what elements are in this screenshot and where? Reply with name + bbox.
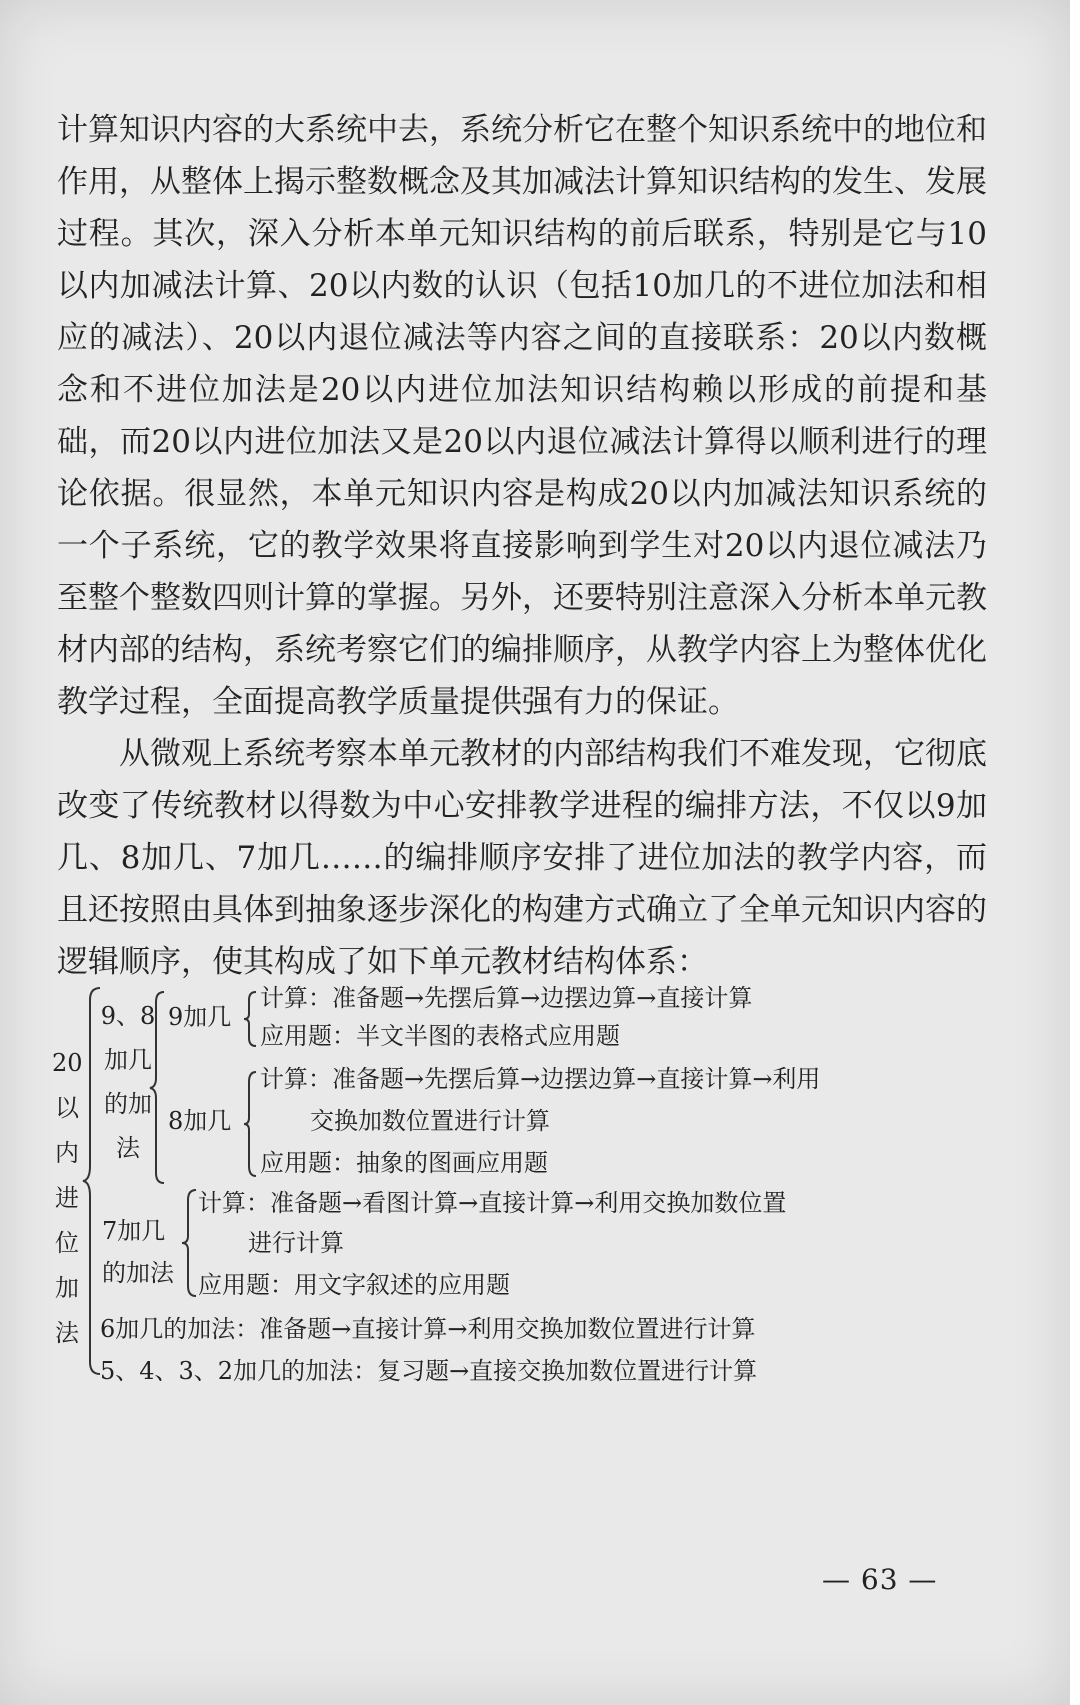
root-brace xyxy=(82,986,102,1376)
add9-brace xyxy=(242,990,258,1048)
add9-label: 9加几 xyxy=(168,1003,232,1031)
add6-row: 6加几的加法：准备题→直接计算→利用交换加数位置进行计算 xyxy=(100,1315,756,1343)
add8-brace xyxy=(242,1070,258,1178)
add7-calc-line1: 计算：准备题→看图计算→直接计算→利用交换加数位置 xyxy=(198,1189,787,1217)
add5432-row: 5、4、3、2加几的加法：复习题→直接交换加数位置进行计算 xyxy=(100,1357,758,1385)
group-98-brace xyxy=(148,990,166,1185)
group-7-label: 7加几的加法 xyxy=(102,1217,174,1287)
group-98-label: 9、8加几的加法 xyxy=(100,1002,156,1162)
add7-app: 应用题：用文字叙述的应用题 xyxy=(198,1271,510,1299)
add8-calc-line2: 交换加数位置进行计算 xyxy=(310,1107,550,1135)
page-number: — 63 — xyxy=(822,1563,938,1596)
paragraph-2: 从微观上系统考察本单元教材的内部结构我们不难发现，它彻底改变了传统教材以得数为中心安排教学进程的编排方法，不仅以9加几、8加几、7加几……的编排顺序安排了进位加法的教学内容，而且还按照由具体到抽象逐步深化的构建方式确立了全单元知识内容的逻辑顺序，使其构成了如下单元教材结构体系： xyxy=(57,736,987,980)
group-7-brace xyxy=(180,1188,198,1298)
root-label: 20以内进位加法 xyxy=(52,1049,83,1347)
add7-calc-line2: 进行计算 xyxy=(248,1229,344,1257)
add8-app: 应用题：抽象的图画应用题 xyxy=(260,1149,548,1177)
add8-label: 8加几 xyxy=(168,1107,232,1135)
add9-app: 应用题：半文半图的表格式应用题 xyxy=(260,1022,620,1050)
paragraph-1: 计算知识内容的大系统中去，系统分析它在整个知识系统中的地位和作用，从整体上揭示整数概念及其加减法计算知识结构的发生、发展过程。其次，深入分析本单元知识结构的前后联系，特别是它与10以内加减法计算、20以内数的认识（包括10加几的不进位加法和相应的减法）、20以内退位减法等内容之间的直接联系：20以内数概念和不进位加法是20以内进位加法知识结构赖以形成的前提和基础，而20以内进位加法又是20以内退位减法计算得以顺利进行的理论依据。很显然，本单元知识内容是构成20以内加减法知识系统的一个子系统，它的教学效果将直接影响到学生对20以内退位减法乃至整个整数四则计算的掌握。另外，还要特别注意深入分析本单元教材内部的结构，系统考察它们的编排顺序，从教学内容上为整体优化教学过程，全面提高教学质量提供强有力的保证。 xyxy=(57,112,987,720)
add9-calc: 计算：准备题→先摆后算→边摆边算→直接计算 xyxy=(260,984,753,1012)
add8-calc-line1: 计算：准备题→先摆后算→边摆边算→直接计算→利用 xyxy=(260,1065,821,1093)
